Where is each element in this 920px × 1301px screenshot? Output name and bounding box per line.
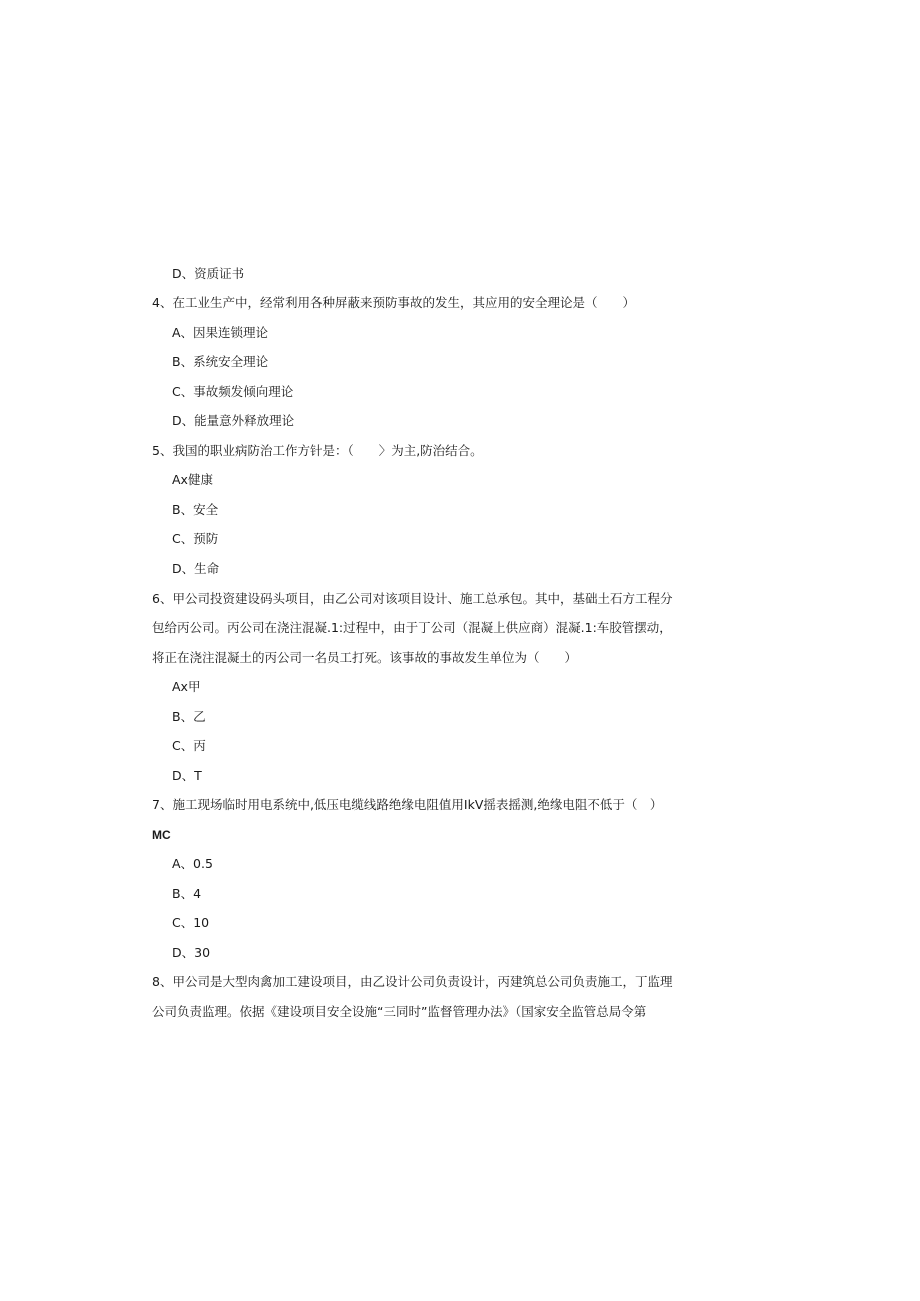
question-5-option-b: B、安全 bbox=[172, 502, 219, 517]
question-5-option-c: C、预防 bbox=[172, 531, 219, 546]
question-7-option-b: B、4 bbox=[172, 886, 202, 901]
question-7-option-c: C、10 bbox=[172, 915, 210, 930]
question-6-option-c: C、丙 bbox=[172, 738, 206, 753]
option-d-prev: D、资质证书 bbox=[172, 266, 245, 281]
question-6-stem-line-3: 将正在浇注混凝土的丙公司一名员工打死。该事故的事故发生单位为（ ） bbox=[152, 650, 578, 665]
question-5-stem: 5、我国的职业病防治工作方针是：（ 〉为主,防治结合。 bbox=[152, 443, 483, 458]
question-7-stem-line-1: 7、施工现场临时用电系统中,低压电缆线路绝缘电阻值用IkV摇表摇测,绝缘电阻不低于（ ） bbox=[152, 797, 663, 812]
question-4-option-d: D、能量意外释放理论 bbox=[172, 413, 295, 428]
question-4-option-b: B、系统安全理论 bbox=[172, 354, 269, 369]
question-8-stem-line-2: 公司负责监理。依据《建设项目安全设施“三同时”监督管理办法》（国家安全监管总局令第 bbox=[152, 1004, 647, 1019]
question-6-stem-line-1: 6、甲公司投资建设码头项目，由乙公司对该项目设计、施工总承包。其中，基础土石方工程分 bbox=[152, 591, 673, 606]
question-5-option-d: D、生命 bbox=[172, 561, 220, 576]
question-7-option-d: D、30 bbox=[172, 945, 211, 960]
question-6-option-b: B、乙 bbox=[172, 709, 206, 724]
question-4-stem: 4、在工业生产中，经常利用各种屏蔽来预防事故的发生，其应用的安全理论是（ ） bbox=[152, 295, 635, 310]
question-8-stem-line-1: 8、甲公司是大型肉禽加工建设项目，由乙设计公司负责设计，丙建筑总公司负责施工，丁监理 bbox=[152, 974, 673, 989]
question-7-stem-line-2: MC bbox=[152, 828, 171, 842]
question-7-option-a: A、0.5 bbox=[172, 856, 213, 871]
question-5-option-a: Ax健康 bbox=[172, 472, 213, 487]
question-6-option-d: D、T bbox=[172, 768, 202, 783]
question-4-option-c: C、事故频发倾向理论 bbox=[172, 384, 294, 399]
question-4-option-a: A、因果连锁理论 bbox=[172, 325, 269, 340]
question-6-option-a: Ax甲 bbox=[172, 679, 201, 694]
question-6-stem-line-2: 包给丙公司。丙公司在浇注混凝.1:过程中，由于丁公司（混凝上供应商）混凝.1:车胶管摆动， bbox=[152, 620, 672, 635]
